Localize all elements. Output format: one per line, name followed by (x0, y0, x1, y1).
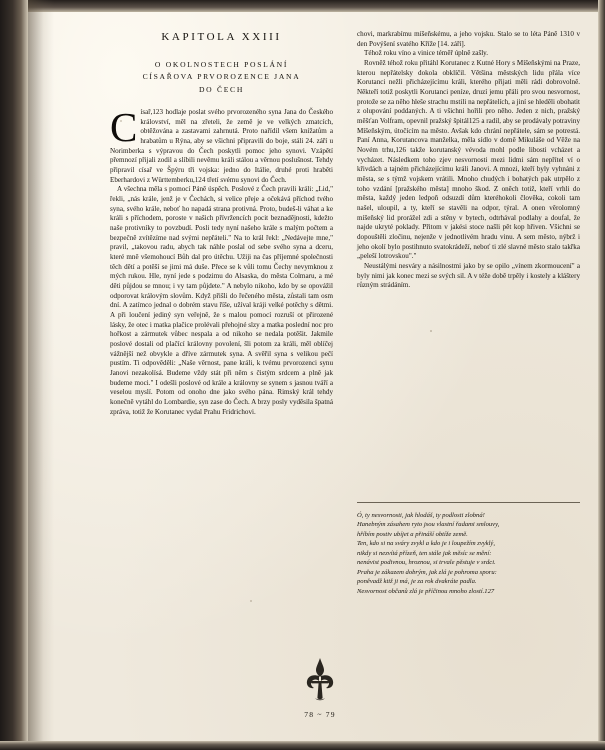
verse-line: Hanebným zásahem ryto jsou vlastní řadami smlouvy, (357, 521, 500, 529)
opening-paragraph (110, 103, 333, 185)
page-content (60, 18, 580, 734)
paragraph: ísař,123 hodlaje poslat svého prvorozeného syna Jana do Českého království, měl na zřeteli, že země je ve velkých zmatcích, obtěžována a zastavami zahrnutá. Proto nařídil všem knížatům a hrabatům u Rýna, aby se všichni připravili do boje, stáli 24. září u Norimberka s výpravou do Čech poskytli pomoc jeho synovi. Vzápětí přemnozí přijali zodil a slíbili nevěmu králi stálou a věrnou poslušnost. Tehdy připravil císař ve Špýru tři vojska: jedno do Itálie, druhé proti hraběti Eberhardovi z Württemberku,124 třetí svému synovi do Čech. (110, 107, 333, 184)
scan-edge-bottom (0, 741, 605, 750)
paragraph: Téhož roku víno a vinice téměř úplně zašly. (364, 49, 489, 58)
verse-line: nikdy si nezvítá přízeň, ten stále jak měsíc se mění: (357, 549, 492, 557)
scan-edge-right (598, 0, 605, 750)
verse-block (357, 502, 580, 596)
page-number: 78 ~ 79 (304, 710, 336, 719)
verse-line: poněvadž ktiž ji má, je za rok dvakráte padla. (357, 578, 477, 586)
verse-line: hříbím postiv ubíjet a přináší obtíže země. (357, 530, 468, 538)
chapter-heading (110, 30, 333, 96)
scan-edge-left (0, 0, 28, 750)
chapter-subtitle-line-2: CÍSAŘOVA PRVOROZENCE JANA (142, 72, 301, 82)
chapter-subtitle-line-3: DO ČECH (198, 84, 245, 94)
page-gutter-shadow (28, 0, 54, 750)
verse-line: nenávist podivnou, hroznou, si trvale pěstuje v srdci. (357, 559, 496, 567)
verse-line: Praha je zákazem dobrým, jak zlá je pohroma sporu: (357, 568, 497, 576)
paragraph: Rovněž téhož roku přitáhl Korutanec z Kutné Hory s Míšeňskými na Praze, kterou nepřátelsky dokola obklíčil. Většina městských lidu přála více Korutanci nežli přicházejícímu králi, kterého přijati měli rádi dobrovolně. Někteří totiž poskytli Korutanci peníze, druzí jemu přáli pro svou nesvornost, protože se za něho hleše strachu mstili na nepřátelích, a jiní se hleděli obohatit z olupování poddaných. A ti všichni hořili pro něho. Jeden z nich, pražský měšťan Volfram, opevnil pražský špitál125 a radil, aby se prodávaly potraviny Míšeňským, útočícím na město. Avšak kdo chrání nepřátele, sám se potrestá. Paní Anna, Korutancova manželka, měla sídlo v domě Mikuláše od Věže na Novém trhu,126 takže korutanský vévoda mohl podle libosti vcházet a vycházet. Následkem toho zjev nesvornosti mezi lidmi sám nepřítel ví o křivdách a tajném přicházejícímu králi Janovi. A mnozi, kteří byly vyhnáni z města, se s týmž vojskem vrátili. Mnoho chudých i bohatých pak utrpělo z toho vzdání [pražského města] mnoho škod. Z oněch totiž, kteří vrhli do města, každý jeden ledpoň odsuzdí dům kteréhokoli člověka, cokoli tam našel, uloupil, a ty, kteří se stavěli na odpor, týral. A onen věrolomný míšeňský lid prorážel zdi a stěny v bytech, odtrhával podlahy a doufal, že najde ukryté poklady. Přitom v jakési stoce našli pět kop hřiven. Všichni se dopouštěli zločinu, nejenže v jednotlivém hradu vinu. A sem město, nýbrž i jeho okolí bylo postihnuto svatokrádeží, neboť ti zlé slavné město stalo takřka „peleší lotrovskou"." (357, 59, 580, 261)
verse-line: Ten, kdo si na sváry zvykl a kdo je i loupežím zvyklý, (357, 540, 496, 548)
drop-cap: C (110, 103, 138, 150)
scan-edge-top (0, 0, 605, 12)
verse-line: Ó, ty nesvornosti, jak hlodáš, ty podlosti zlobná! (357, 512, 485, 519)
paragraph: chovi, markrabímu míšeňskému, a jeho vojsku. Stalo se to léta Páně 1310 v den Povýšení svatého Kříže [14. září]. (357, 30, 580, 48)
chapter-number: KAPITOLA XXIII (161, 31, 282, 43)
fleur-de-lis-icon (297, 656, 343, 702)
paragraph: Neustálými nesváry a násilnostmi jako by se opilo „vínem zkormoucení" a byly nimi jak konec mezi se svých sil. A v téže době trpěly i kostely a kláštery různým strádáním. (357, 262, 580, 290)
verse-line: Nesvornost občanů zlá je příčinou mnoho zlostí.127 (357, 587, 495, 595)
column-left (110, 30, 333, 670)
chapter-subtitle-line-1: O OKOLNOSTECH POSLÁNÍ (154, 60, 289, 69)
paragraph: A všechna měla s pomocí Páně úspěch. Poslové z Čech pravili králi: „Lid," řekli, „nás krále, jenž je v Čechách, si velice přeje a očekává příchod tvého syna, svého krále, neboť ho napadá strana protivná. Proto, budeš-li váhat a ke králi s příchodem, poroste v našich přívržencích pocit beznadějnosti, kdežto naše protivníky to povzbudí. Posli tedy nyní našeho krále s malým počtem a bezpečně zvítězíme nad svými nepřáteli." Na to král řekl: „Nedávejte mne," pravil, „takovou radu, abych tak náhle poslal od sebe svého syna a dceru, které mně všemohoucí Bůh dal pro útěchu. Užiji na čas příjemné společnosti těch dětí a potěší se jimi má duše. Přece se k vůli tomu Čechy nevymknou z mých rukou. Hle, nyní jede s podzimu do Alsaska, do města Colmaru, a mé děti půjdou se mnou; i vy tam půjdete." A nebylo nikoho, kdo by se opovážil odporovat královým slovům. Když přišli do řečeného města, zůstali tam osm dní. A zatímco jednal o dobrém stavu říše, užíval kráji velké potěchy s dětmi. A při loučení jediný syn veřejně, že s malou pomocí rozruší ot přirozené lásky, že otec i matka plačice prolévali přehojné slzy a matka poslední noc pro hořkost a zármutek vůbec nespala a od nikoho se nedala potěšit. Jakmile poslové dostali od plačící královny povolení, šli potom za králi, měl oblíčej vážnější než obvykle a dříve zármutek syna. A svěřil syna s velikou pečí pustím. Ti odpověděli: „Naše věrnost, pane králi, k tvému prvorozenci synu Janovi nezakolísá. Budeme vždy stát při něm s čistým srdcem a plně jak budeme moci." I odešli poslové od krále a královny se synem s jasnou tváří a veselou myslí. Potom od onoho dne jako svého pána. Rimský král tehdy konečně vytáhl do Lombardie, syn zase do Čech. A brzy posly vyděsila špatná zpráva, totiž že Korutanec vydal Prahu Fridrichovi. (110, 185, 333, 416)
